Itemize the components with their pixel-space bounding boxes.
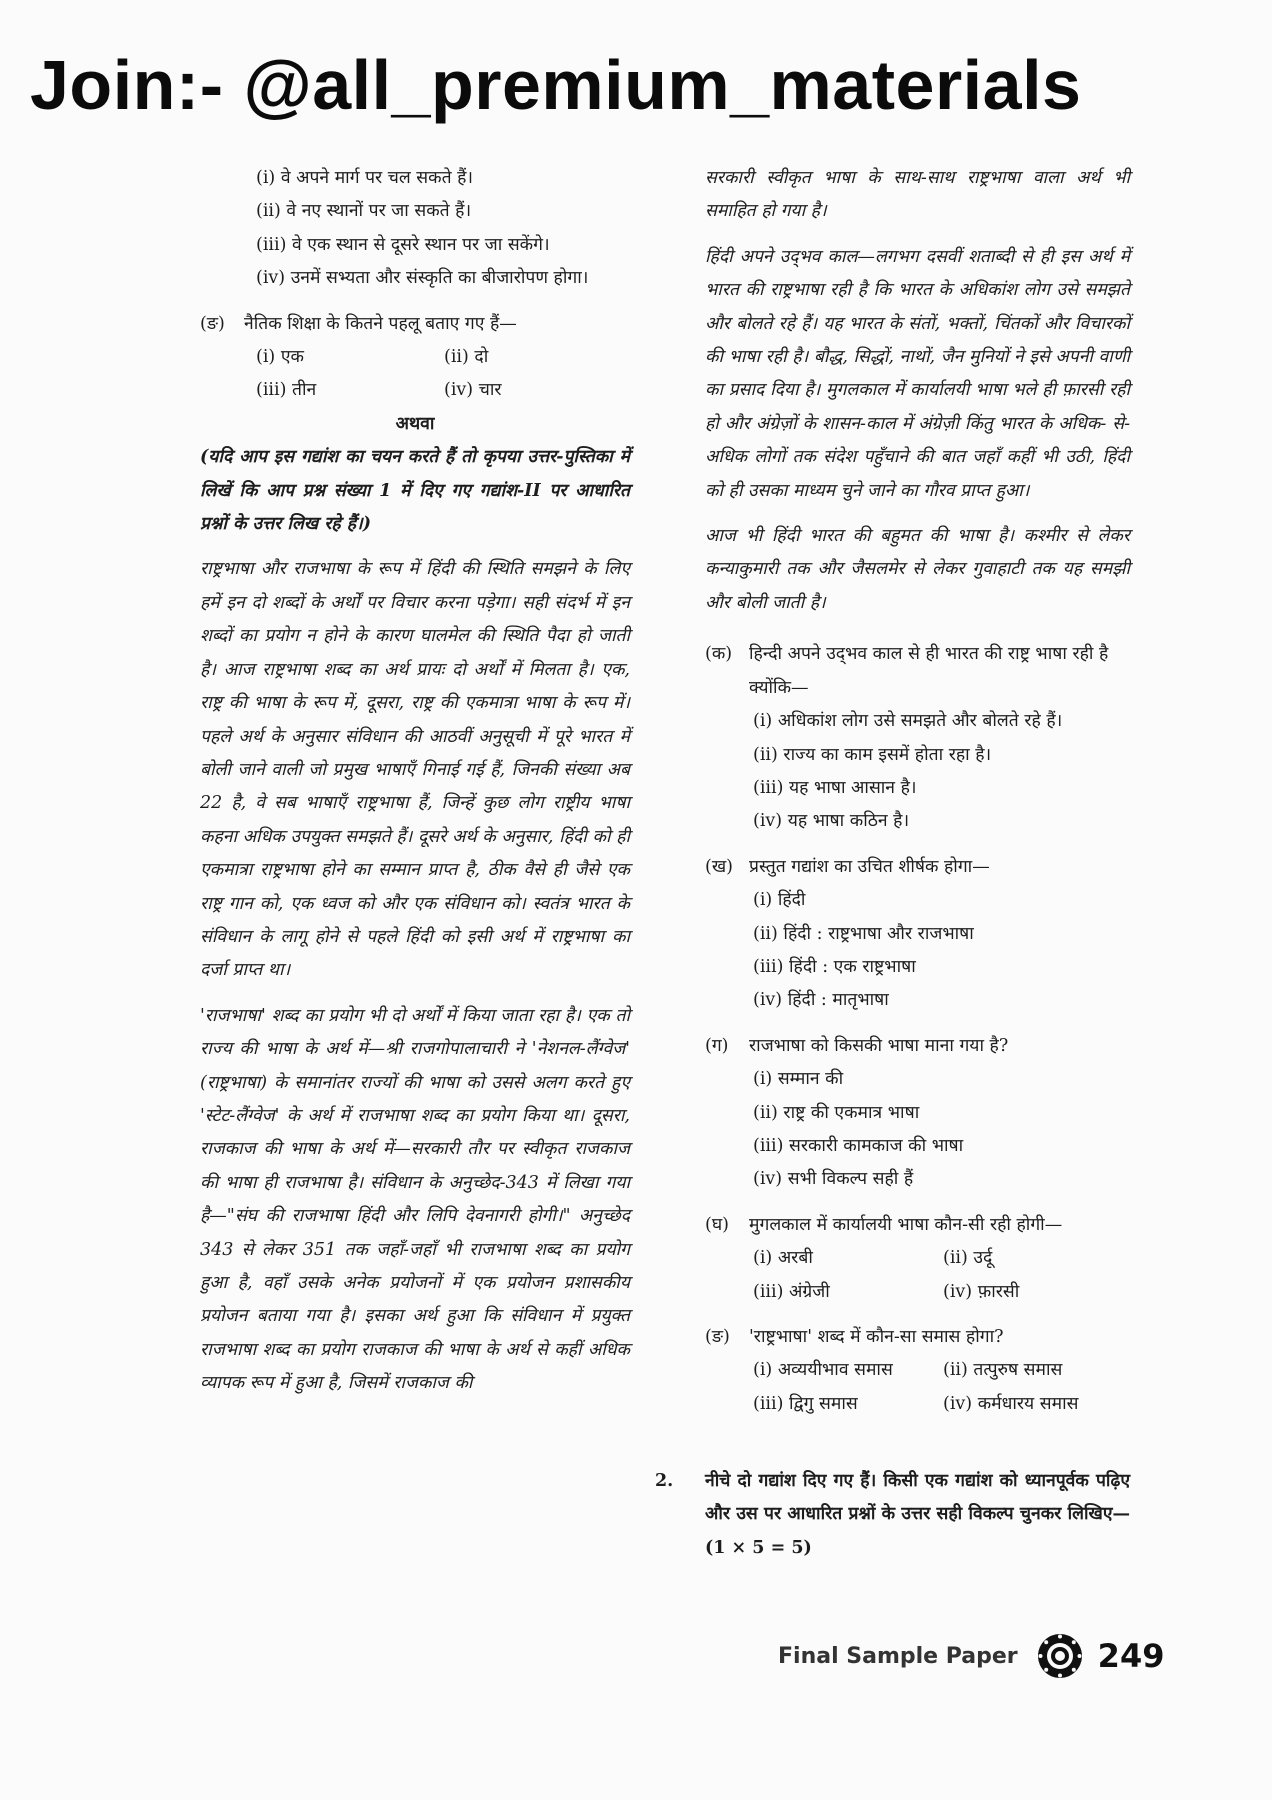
question-kha-options <box>705 884 1130 1018</box>
question-ga-options <box>705 1063 1130 1197</box>
passage-paragraph-4: आज भी हिंदी भारत की बहुमत की भाषा है। कश्मीर से लेकर कन्याकुमारी तक और जैसलमेर से लेकर गुवाहाटी तक यह समझी और बोली जाती है। <box>705 526 1130 613</box>
option: (iii) हिंदी : एक राष्ट्रभाषा <box>753 956 916 977</box>
option: (ii) राज्य का काम इसमें होता रहा है। <box>753 744 992 765</box>
page-number: 249 <box>1097 1637 1165 1675</box>
option: (ii) तत्पुरुष समास <box>943 1360 1063 1381</box>
option: (ii) हिंदी : राष्ट्रभाषा और राजभाषा <box>753 923 974 944</box>
question-text: हिन्दी अपने उद्‌भव काल से ही भारत की राष्ट्र भाषा रही है क्योंकि— <box>749 644 1109 698</box>
option: (iv) चार <box>444 380 502 401</box>
left-column <box>200 162 630 1401</box>
question-marker: (घ) <box>705 1214 729 1235</box>
option: (iii) यह भाषा आसान है। <box>753 777 917 798</box>
option: (i) हिंदी <box>753 890 806 911</box>
page-footer <box>778 1632 1164 1680</box>
gear-logo-icon <box>1036 1632 1084 1680</box>
option: (ii) उर्दू <box>943 1248 993 1269</box>
option: (iv) हिंदी : मातृभाषा <box>753 990 889 1011</box>
question-marker: (ङ) <box>200 313 225 334</box>
option: (i) सम्मान की <box>753 1069 844 1090</box>
option: (i) वे अपने मार्ग पर चल सकते हैं। <box>256 168 474 188</box>
option: (i) अधिकांश लोग उसे समझते और बोलते रहे हैं। <box>753 711 1063 732</box>
question-text: मुगलकाल में कार्यालयी भाषा कौन-सी रही होगी— <box>749 1214 1063 1235</box>
question-text: 'राष्ट्रभाषा' शब्द में कौन-सा समास होगा? <box>749 1327 1004 1347</box>
join-banner: Join:- @all_premium_materials <box>30 46 1082 124</box>
question-gha <box>705 1209 1130 1242</box>
question-kha <box>705 851 1130 884</box>
passage-paragraph-3: हिंदी अपने उद्‌भव काल—लगभग दसवीं शताब्दी से ही इस अर्थ में भारत की राष्ट्रभाषा रही है कि भारत के अधिकांश लोग उसे समझते और बोलते रहे हैं। यह भारत के संतों, भक्तों, चिंतकों और विचारकों की भाषा रही है। बौद्ध, सिद्धों, नाथों, जैन मुनियों ने इसे अपनी वाणी का प्रसाद दिया है। मुगलकाल में कार्यालयी भाषा भले ही फ़ारसी रही हो और अंग्रेज़ों के शासन-काल में अंग्रेज़ी किंतु भारत के अधिक- से-अधिक लोगों तक संदेश पहुँचाने की बात जहाँ कहीं भी उठी, हिंदी को ही उसका माध्यम चुने जाने का गौरव प्राप्त हुआ। <box>705 246 1130 501</box>
passage-paragraph-1: राष्ट्रभाषा और राजभाषा के रूप में हिंदी की स्थिति समझने के लिए हमें इन दो शब्दों के अर्थों पर विचार करना पड़ेगा। सही संदर्भ में इन शब्दों का प्रयोग न होने के कारण घालमेल की स्थिति पैदा हो जाती है। आज राष्ट्रभाषा शब्द का अर्थ प्रायः दो अर्थों में मिलता है। एक, राष्ट्र की भाषा के रूप में, दूसरा, राष्ट्र की एकमात्रा भाषा के रूप में। पहले अर्थ के अनुसार संविधान की आठवीं अनुसूची में पूरे भारत में बोली जाने वाली जो प्रमुख भाषाएँ गिनाई गई हैं, जिनकी संख्या अब 22 है, वे सब भाषाएँ राष्ट्रभाषा हैं, जिन्हें कुछ लोग राष्ट्रीय भाषा कहना अधिक उपयुक्त समझते हैं। दूसरे अर्थ के अनुसार, हिंदी को ही एकमात्रा राष्ट्रभाषा होने का सम्मान प्राप्त है, ठीक वैसे ही जैसे एक राष्ट्र गान को, एक ध्वज को और एक संविधान को। स्वतंत्र भारत के संविधान के लागू होने से पहले हिंदी को इसी अर्थ में राष्ट्रभाषा का दर्जा प्राप्त था। <box>200 559 630 981</box>
question-2-number: 2. <box>655 1471 674 1491</box>
option: (iv) यह भाषा कठिन है। <box>753 811 910 832</box>
option: (i) एक <box>256 347 304 368</box>
question-marker: (ङ) <box>705 1327 730 1347</box>
question-2 <box>655 1465 1130 1565</box>
option: (iv) सभी विकल्प सही हैं <box>753 1169 914 1190</box>
option: (iv) फ़ारसी <box>943 1281 1020 1302</box>
question-ka <box>705 638 1130 705</box>
footer-label: Final Sample Paper <box>778 1643 1018 1669</box>
question-text: प्रस्तुत गद्यांश का उचित शीर्षक होगा— <box>749 856 990 877</box>
question-text: राजभाषा को किसकी भाषा माना गया है? <box>749 1035 1009 1056</box>
question-text: नैतिक शिक्षा के कितने पहलू बताए गए हैं— <box>244 313 517 334</box>
right-column <box>705 162 1130 1421</box>
option: (i) अरबी <box>753 1248 813 1269</box>
option: (iii) तीन <box>256 380 317 401</box>
question-e-options <box>200 341 630 408</box>
option: (ii) वे नए स्थानों पर जा सकते हैं। <box>256 201 472 222</box>
intro-options <box>200 162 630 262</box>
question-nga <box>705 1321 1130 1354</box>
instruction-note: (यदि आप इस गद्यांश का चयन करते हैं तो कृपया उत्तर-पुस्तिका में लिखें कि आप प्रश्न संख्या 1 में दिए गए गद्यांश-II पर आधारित प्रश्नों के उत्तर लिख रहे हैं।) <box>200 447 630 535</box>
question-nga-options <box>705 1354 1130 1421</box>
option: (i) अव्ययीभाव समास <box>753 1360 893 1381</box>
option: (iii) द्विगु समास <box>753 1393 858 1414</box>
option: (iv) कर्मधारय समास <box>943 1393 1079 1414</box>
question-marker: (ख) <box>705 856 733 877</box>
option: (iv) उनमें सभ्यता और संस्कृति का बीजारोपण होगा। <box>256 268 589 289</box>
option: (ii) राष्ट्र की एकमात्र भाषा <box>753 1102 920 1123</box>
athva-heading: अथवा <box>395 413 435 434</box>
passage-paragraph-2: 'राजभाषा' शब्द का प्रयोग भी दो अर्थों में किया जाता रहा है। एक तो राज्य की भाषा के अर्थ में—श्री राजगोपालाचारी ने 'नेशनल-लैंग्वेज' (राष्ट्रभाषा) के समानांतर राज्यों की भाषा को उससे अलग करते हुए 'स्टेट-लैंग्वेज' के अर्थ में राजभाषा शब्द का प्रयोग किया था। दूसरा, राजकाज की भाषा के अर्थ में—सरकारी तौर पर स्वीकृत राजकाज की भाषा ही राजभाषा है। संविधान के अनुच्छेद-343 में लिखा गया है—"संघ की राजभाषा हिंदी और लिपि देवनागरी होगी।" अनुच्छेद 343 से लेकर 351 तक जहाँ-जहाँ भी राजभाषा शब्द का प्रयोग हुआ है, वहाँ उसके अनेक प्रयोजनों में एक प्रयोजन प्रशासकीय प्रयोजन बताया गया है। इसका अर्थ हुआ कि संविधान में प्रयुक्त राजभाषा शब्द का प्रयोग राजकाज की भाषा के अर्थ से कहीं अधिक व्यापक रूप में हुआ है, जिसमें राजकाज की <box>200 1005 630 1394</box>
option: (iii) अंग्रेजी <box>753 1281 830 1302</box>
option: (iii) वे एक स्थान से दूसरे स्थान पर जा सकेंगे। <box>256 234 550 255</box>
question-ga <box>705 1030 1130 1063</box>
question-e <box>200 308 630 341</box>
option: (ii) दो <box>444 347 489 368</box>
question-2-text: नीचे दो गद्यांश दिए गए हैं। किसी एक गद्यांश को ध्यानपूर्वक पढ़िए और उस पर आधारित प्रश्नों के उत्तर सही विकल्प चुनकर लिखिए— (1 × 5 = 5) <box>705 1471 1130 1558</box>
question-ka-options <box>705 705 1130 839</box>
question-marker: (क) <box>705 644 733 665</box>
passage-continuation: सरकारी स्वीकृत भाषा के साथ-साथ राष्ट्रभाषा वाला अर्थ भी समाहित हो गया है। <box>705 168 1130 222</box>
question-marker: (ग) <box>705 1035 729 1056</box>
question-gha-options <box>705 1242 1130 1309</box>
option: (iii) सरकारी कामकाज की भाषा <box>753 1135 964 1156</box>
